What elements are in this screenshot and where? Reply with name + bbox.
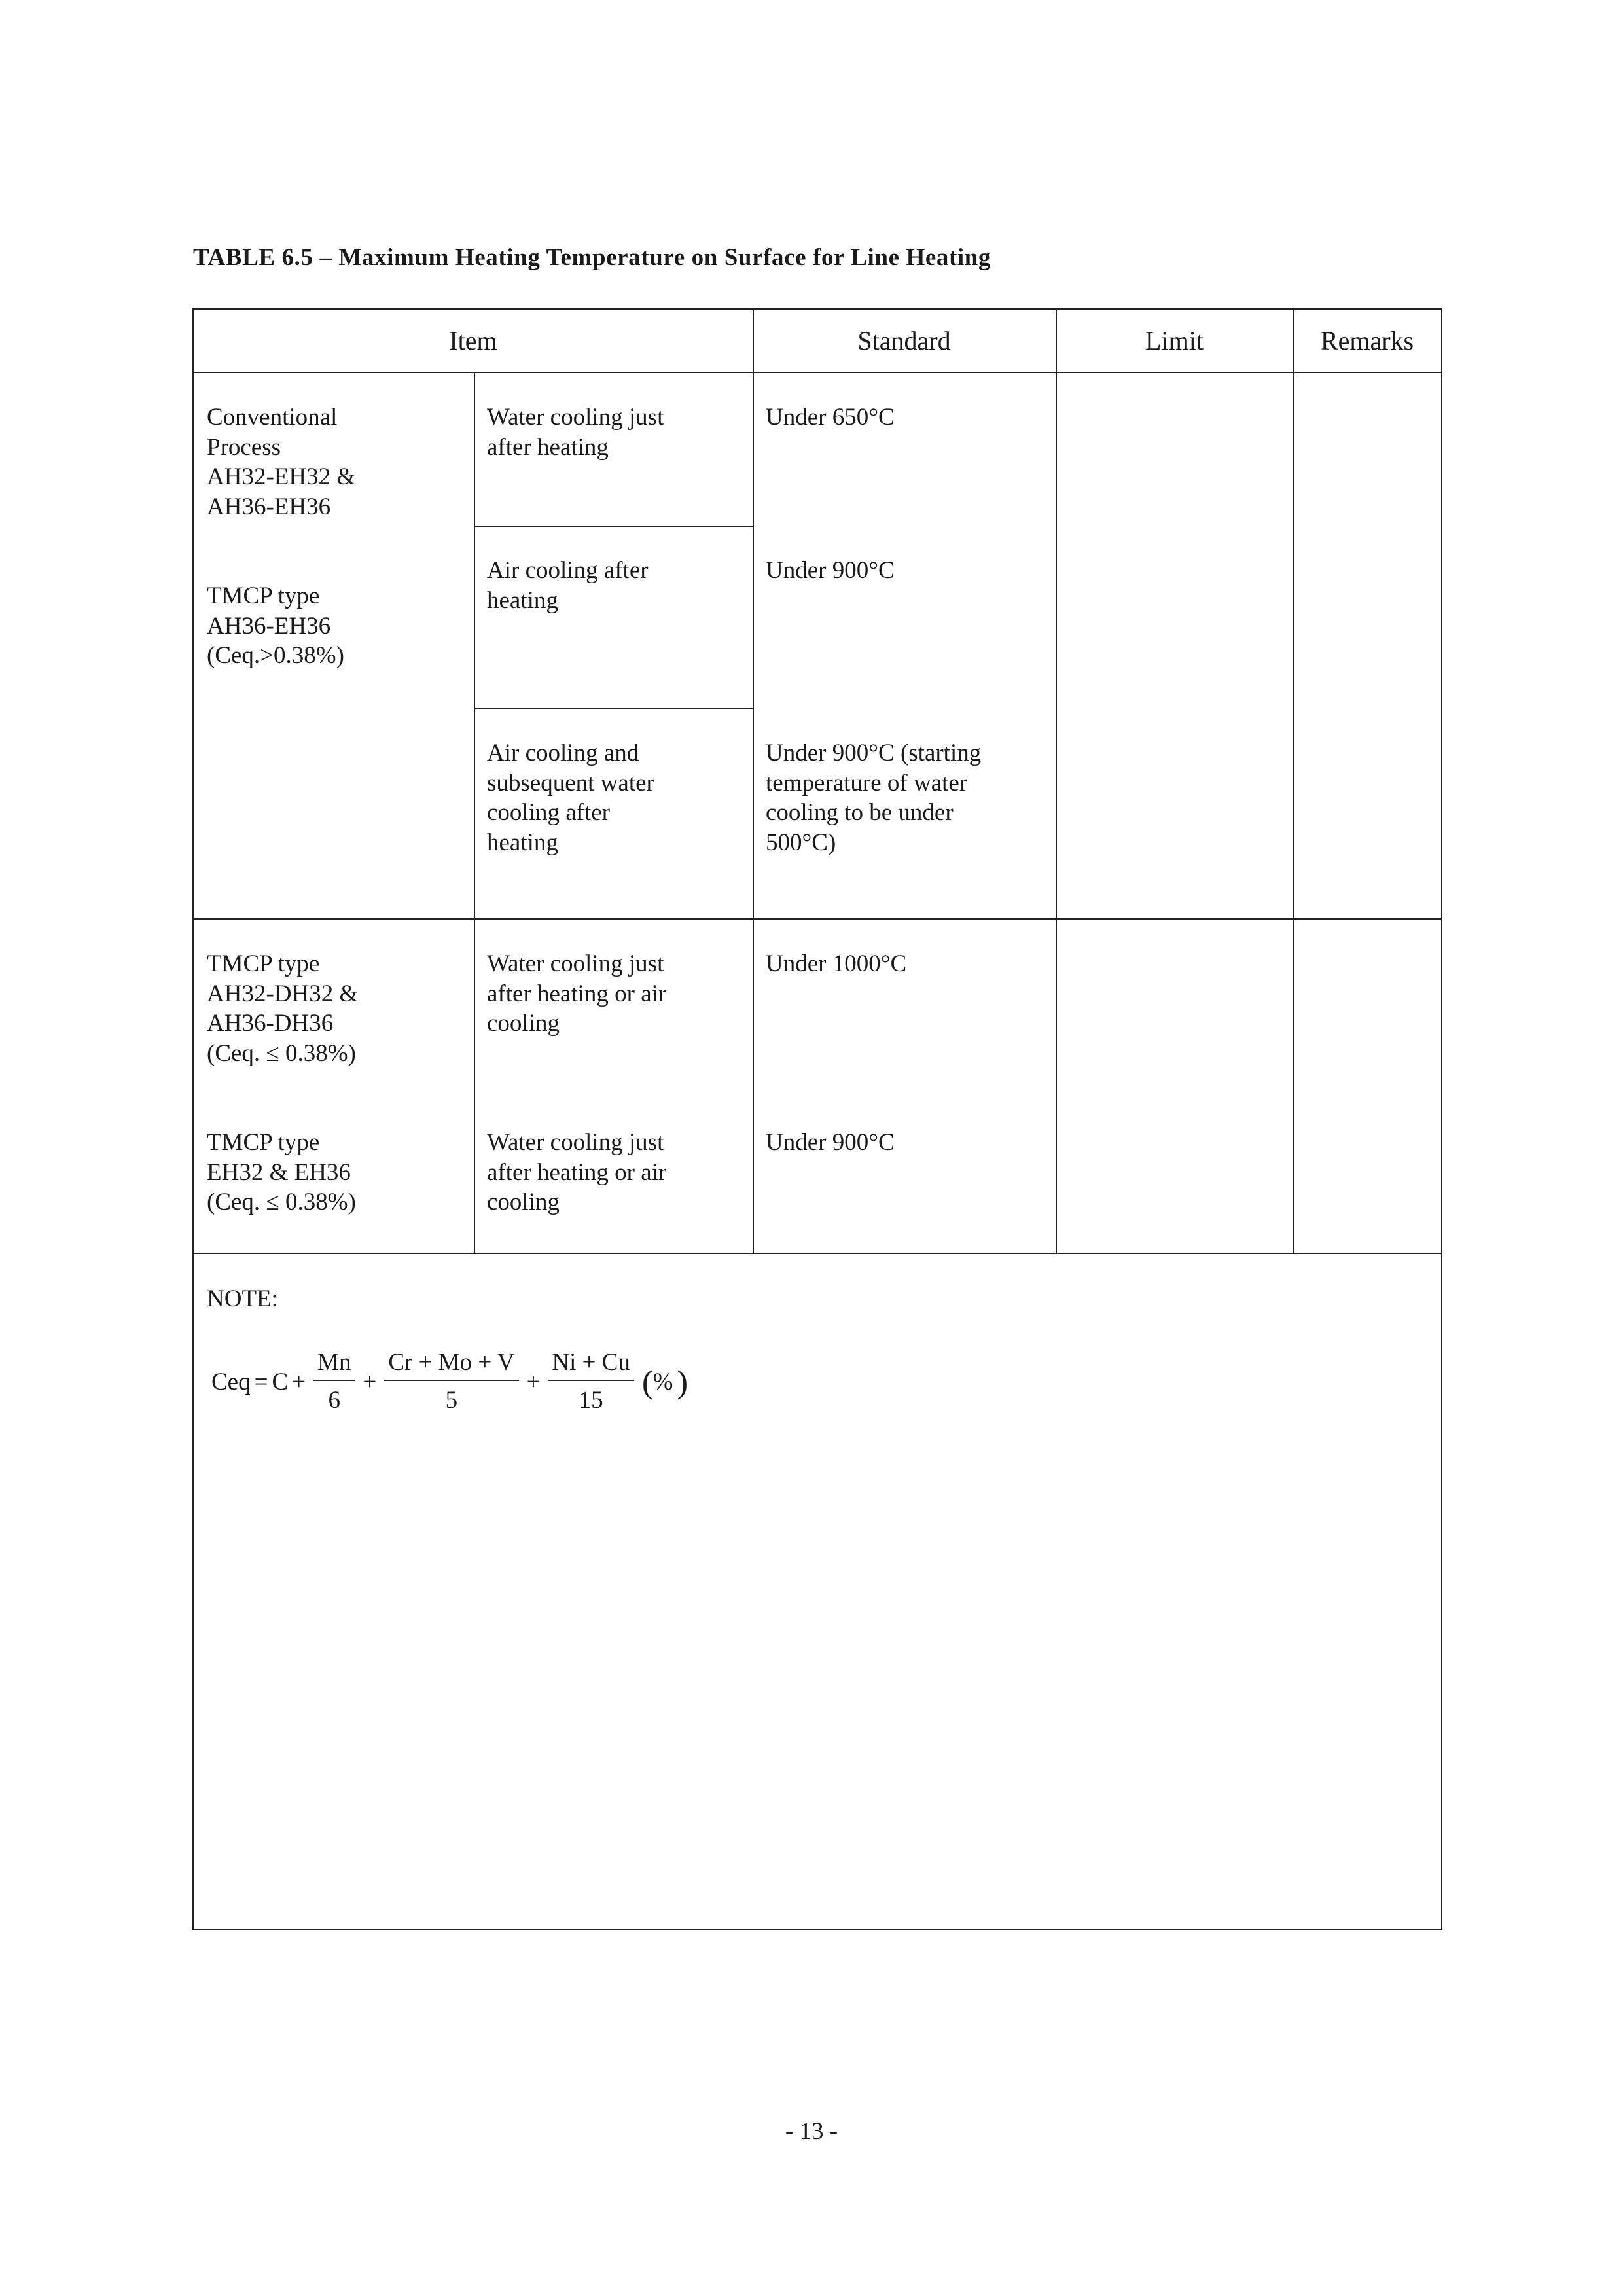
table-title: TABLE 6.5 – Maximum Heating Temperature on Surface for Line Heating (193, 244, 991, 271)
formula-unit: % (652, 1368, 673, 1395)
row-divider-1a (474, 526, 753, 527)
row-divider-1b (474, 708, 753, 709)
formula-lhs: Ceq (211, 1368, 251, 1395)
fraction-denominator: 6 (328, 1387, 340, 1414)
formula-fraction (313, 1348, 355, 1416)
fraction-numerator: Mn (313, 1348, 355, 1381)
group-divider-2 (194, 1253, 1441, 1254)
process-cell: Water cooling just after heating (487, 404, 664, 461)
formula-fraction (384, 1348, 518, 1416)
process-cell: Water cooling just after heating or air cooling (487, 950, 667, 1037)
formula-plus: + (363, 1368, 377, 1395)
process-cell: Water cooling just after heating or air cooling (487, 1129, 667, 1215)
formula-fraction (548, 1348, 634, 1416)
header-item: Item (449, 326, 497, 355)
line-heating-table (192, 308, 1442, 1930)
formula-plus: + (526, 1368, 541, 1395)
group-divider-1 (194, 918, 1441, 920)
material-cell: Conventional Process AH32-EH32 & AH36-EH36 TMCP type AH36-EH36 (Ceq.>0.38%) (207, 404, 356, 669)
header-limit: Limit (1145, 326, 1204, 355)
col-divider-item (474, 372, 475, 1253)
note-label: NOTE: (207, 1285, 278, 1312)
process-cell: Air cooling after heating (487, 557, 649, 614)
formula-close-paren: ) (677, 1363, 688, 1401)
standard-cell: Under 900°C (766, 1129, 895, 1156)
col-divider-remarks (1293, 310, 1294, 1253)
formula-plus: + (292, 1368, 306, 1395)
fraction-numerator: Cr + Mo + V (384, 1348, 518, 1381)
fraction-denominator: 5 (445, 1387, 458, 1414)
material-cell: TMCP type AH32-DH32 & AH36-DH36 (Ceq. ≤ 0.38%) (207, 950, 359, 1067)
standard-cell: Under 900°C (766, 557, 895, 584)
page-number: - 13 - (785, 2118, 838, 2145)
standard-cell: Under 1000°C (766, 950, 907, 977)
header-standard: Standard (857, 326, 951, 355)
col-divider-limit (1056, 310, 1057, 1253)
col-divider-standard (753, 310, 754, 1253)
formula-equals: = (254, 1368, 268, 1395)
formula-open-paren: ( (641, 1363, 653, 1401)
process-cell: Air cooling and subsequent water cooling after heating (487, 740, 654, 856)
fraction-numerator: Ni + Cu (548, 1348, 634, 1381)
header-bottom-line (194, 372, 1441, 373)
ceq-formula (211, 1348, 688, 1416)
material-cell: TMCP type EH32 & EH36 (Ceq. ≤ 0.38%) (207, 1129, 356, 1215)
standard-cell: Under 900°C (starting temperature of water cooling to be under 500°C) (766, 740, 982, 856)
header-remarks: Remarks (1320, 326, 1414, 355)
standard-cell: Under 650°C (766, 404, 895, 431)
formula-c: C (272, 1368, 289, 1395)
fraction-denominator: 15 (579, 1387, 603, 1414)
